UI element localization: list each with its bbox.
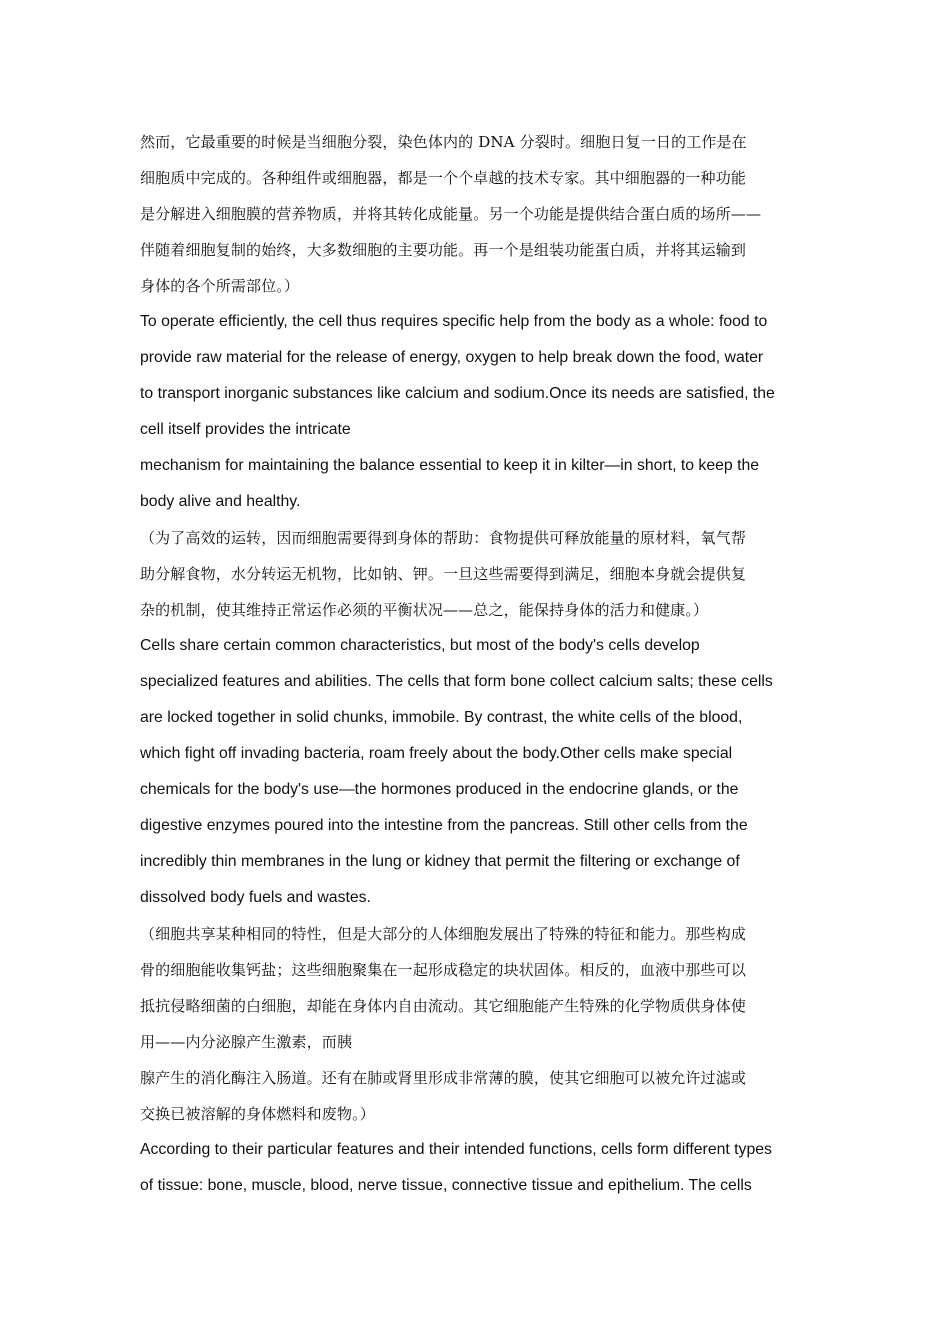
text-line: digestive enzymes poured into the intestine from the pancreas. Still other cells from the: [140, 817, 748, 834]
text-line: To operate efficiently, the cell thus requires specific help from the body as a whole: food to: [140, 313, 768, 330]
text-line: 杂的机制，使其维持正常运作必须的平衡状况——总之，能保持身体的活力和健康。）: [140, 601, 709, 619]
text-line: chemicals for the body's use—the hormones produced in the endocrine glands, or the: [140, 781, 739, 798]
text-line: to transport inorganic substances like calcium and sodium.Once its needs are satisfied, the: [140, 385, 775, 402]
text-line: 细胞质中完成的。各种组件或细胞器，都是一个个卓越的技术专家。其中细胞器的一种功能: [140, 169, 747, 187]
text-line: mechanism for maintaining the balance essential to keep it in kilter—in short, to keep the: [140, 457, 760, 474]
text-line: cell itself provides the intricate: [140, 421, 351, 438]
text-line: 是分解进入细胞膜的营养物质，并将其转化成能量。另一个功能是提供结合蛋白质的场所——: [140, 205, 762, 223]
text-line: 腺产生的消化酶注入肠道。还有在肺或肾里形成非常薄的膜，使其它细胞可以被允许过滤或: [140, 1069, 747, 1087]
text-line: 身体的各个所需部位。）: [140, 277, 300, 295]
text-line: 助分解食物，水分转运无机物，比如钠、钾。一旦这些需要得到满足，细胞本身就会提供复: [140, 565, 747, 583]
text-line: 用——内分泌腺产生激素，而胰: [140, 1033, 353, 1051]
text-line: （为了高效的运转，因而细胞需要得到身体的帮助：食物提供可释放能量的原材料，氧气帮: [140, 529, 747, 547]
text-line: Cells share certain common characteristics, but most of the body's cells develop: [140, 637, 700, 654]
text-line: are locked together in solid chunks, immobile. By contrast, the white cells of the blood,: [140, 709, 743, 726]
document-body: [140, 124, 820, 1204]
text-line: 抵抗侵略细菌的白细胞，却能在身体内自由流动。其它细胞能产生特殊的化学物质供身体使: [140, 997, 747, 1015]
text-line: dissolved body fuels and wastes.: [140, 889, 371, 906]
text-line: of tissue: bone, muscle, blood, nerve tissue, connective tissue and epithelium. The cells: [140, 1177, 752, 1194]
text-line: body alive and healthy.: [140, 493, 301, 510]
text-line: specialized features and abilities. The cells that form bone collect calcium salts; these cells: [140, 673, 773, 690]
text-line: provide raw material for the release of energy, oxygen to help break down the food, water: [140, 349, 764, 366]
text-line: According to their particular features and their intended functions, cells form different types: [140, 1141, 772, 1158]
text-line: 交换已被溶解的身体燃料和废物。）: [140, 1105, 375, 1123]
text-line: 骨的细胞能收集钙盐；这些细胞聚集在一起形成稳定的块状固体。相反的，血液中那些可以: [140, 961, 747, 979]
text-line: 伴随着细胞复制的始终，大多数细胞的主要功能。再一个是组装功能蛋白质，并将其运输到: [140, 241, 747, 259]
text-line: （细胞共享某种相同的特性，但是大部分的人体细胞发展出了特殊的特征和能力。那些构成: [140, 925, 747, 943]
text-line: incredibly thin membranes in the lung or kidney that permit the filtering or exchange of: [140, 853, 740, 870]
text-line: 然而，它最重要的时候是当细胞分裂，染色体内的 DNA 分裂时。细胞日复一日的工作是在: [140, 133, 747, 151]
text-line: which fight off invading bacteria, roam freely about the body.Other cells make special: [140, 745, 733, 762]
